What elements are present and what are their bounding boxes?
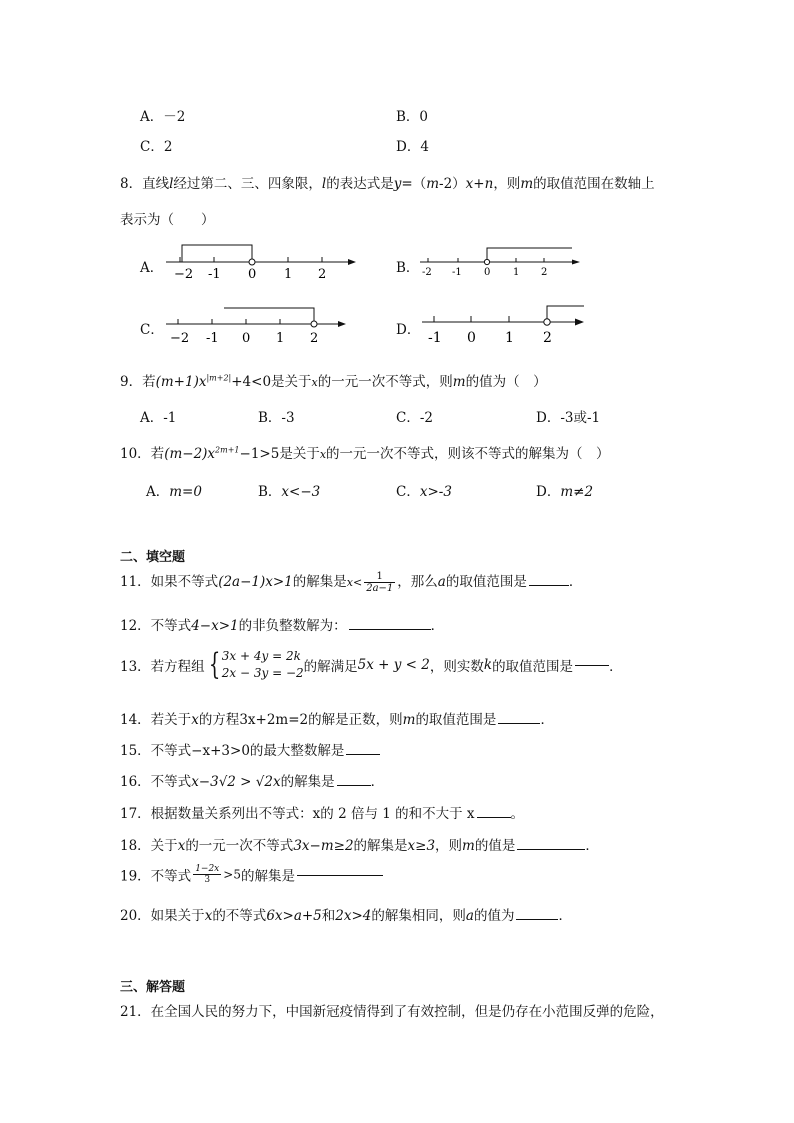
- axis-c-tick-1: 1: [276, 331, 285, 346]
- axis-b-tick-2: 2: [541, 267, 548, 278]
- axis-a-tick-0: 0: [248, 267, 257, 282]
- q9-option-c: C．-2: [396, 410, 433, 426]
- q11-answer-blank[interactable]: [529, 584, 569, 586]
- q8-stem-line2: 表示为（ ）: [120, 212, 215, 228]
- axis-c-tick-neg1: -1: [206, 331, 219, 346]
- q8-option-d-number-line: [418, 300, 590, 348]
- q7-option-c: C．2: [140, 139, 173, 155]
- axis-d-tick-1: 1: [505, 330, 514, 346]
- q7-option-a: A．－2: [140, 109, 186, 125]
- q8-option-b-number-line: [416, 244, 586, 280]
- q8-option-a-number-line: [162, 240, 362, 282]
- axis-c-tick-neg2: −2: [170, 331, 190, 346]
- q8-option-c-label: C．: [140, 322, 164, 338]
- q14-stem: 14．若关于x的方程3x+2m=2的解是正数，则m的取值范围是 ．: [120, 712, 554, 728]
- axis-d-tick-neg1: -1: [428, 330, 442, 346]
- q10-option-a: A．m=0: [146, 484, 202, 500]
- q8-option-b-label: B．: [396, 260, 420, 276]
- q13-system-brace: {: [208, 647, 220, 682]
- q16-answer-blank[interactable]: [337, 784, 371, 786]
- q9-option-a: A．-1: [140, 410, 177, 426]
- q20-answer-blank[interactable]: [516, 918, 558, 920]
- axis-b-tick-1: 1: [513, 267, 520, 278]
- axis-a-tick-neg1: -1: [208, 267, 221, 282]
- axis-d-tick-0: 0: [467, 330, 476, 346]
- q10-option-d: D．m≠2: [536, 484, 594, 500]
- axis-c-tick-0: 0: [242, 331, 251, 346]
- q8-stem-line1: 8．直线l经过第二、三、四象限，l的表达式是y=（m-2）x+n，则m的取值范围在数轴上: [120, 176, 655, 192]
- q9-option-d: D．-3或-1: [536, 410, 601, 426]
- q16-stem: 16．不等式x−3√2 > √2x的解集是 ．: [120, 774, 385, 790]
- q12-answer-blank[interactable]: [349, 628, 431, 630]
- q10-option-b: B．x<−3: [258, 484, 321, 500]
- q15-answer-blank[interactable]: [346, 753, 380, 755]
- q8-option-c-number-line: [162, 303, 352, 347]
- axis-a-tick-2: 2: [318, 267, 327, 282]
- axis-b-tick-neg2: -2: [422, 267, 432, 278]
- q12-stem: 12．不等式4−x>1的非负整数解为： ．: [120, 618, 445, 634]
- q18-stem: 18．关于x的一元一次不等式3x−m≥2的解集是x≥3，则m的值是 ．: [120, 838, 599, 854]
- axis-c-tick-2: 2: [310, 331, 319, 346]
- section-2-heading: 二、填空题: [120, 550, 186, 565]
- q9-stem: 9．若$(m+1)x^{|m+2|}+4<0$是关于x的一元一次不等式，则m的值为（ ）: [120, 373, 547, 390]
- q18-answer-blank[interactable]: [517, 848, 585, 850]
- q9-option-b: B．-3: [258, 410, 295, 426]
- q13-stem: 13．若方程组 { 3x + 4y = 2k 2x − 3y = −2 的解满足5x + y < 2，则实数k的取值范围是 ．: [120, 647, 623, 682]
- q19-stem: 19．不等式 $\frac{1-2x}{3}$ >5的解集是: [120, 864, 383, 885]
- axis-a-tick-1: 1: [284, 267, 293, 282]
- q15-stem: 15．不等式−x+3>0的最大整数解是: [120, 739, 380, 759]
- q19-answer-blank[interactable]: [297, 874, 383, 876]
- q10-option-c: C．x>-3: [396, 484, 452, 500]
- q7-option-b: B．0: [396, 109, 429, 125]
- q14-answer-blank[interactable]: [498, 722, 540, 724]
- axis-b-tick-neg1: -1: [452, 267, 462, 278]
- axis-b-tick-0: 0: [484, 267, 491, 278]
- q21-stem: 21．在全国人民的努力下，中国新冠疫情得到了有效控制，但是仍存在小范围反弹的危险，: [120, 1004, 664, 1020]
- q20-stem: 20．如果关于x的不等式6x>a+5和2x>4的解集相同，则a的值为 ．: [120, 908, 572, 924]
- axis-a-tick-neg2: −2: [174, 267, 194, 282]
- q17-stem: 17．根据数量关系列出不等式：x的 2 倍与 1 的和不大于 x 。: [120, 806, 525, 822]
- axis-d-tick-2: 2: [543, 330, 552, 346]
- q8-option-a-label: A．: [140, 260, 164, 276]
- section-3-heading: 三、解答题: [120, 980, 186, 995]
- q11-stem: 11．如果不等式(2a−1)x>1的解集是x< $\frac{1}{2a-1}$ ，那么a的取值范围是 ．: [120, 571, 583, 594]
- q7-option-d: D．4: [396, 139, 429, 155]
- q17-answer-blank[interactable]: [477, 816, 511, 818]
- q8-option-d-label: D．: [396, 322, 421, 338]
- q13-answer-blank[interactable]: [575, 664, 609, 666]
- q10-stem: 10．若$(m-2)x^{2m+1}-1>5$是关于x的一元一次不等式，则该不等式的解集为（ ）: [120, 445, 610, 462]
